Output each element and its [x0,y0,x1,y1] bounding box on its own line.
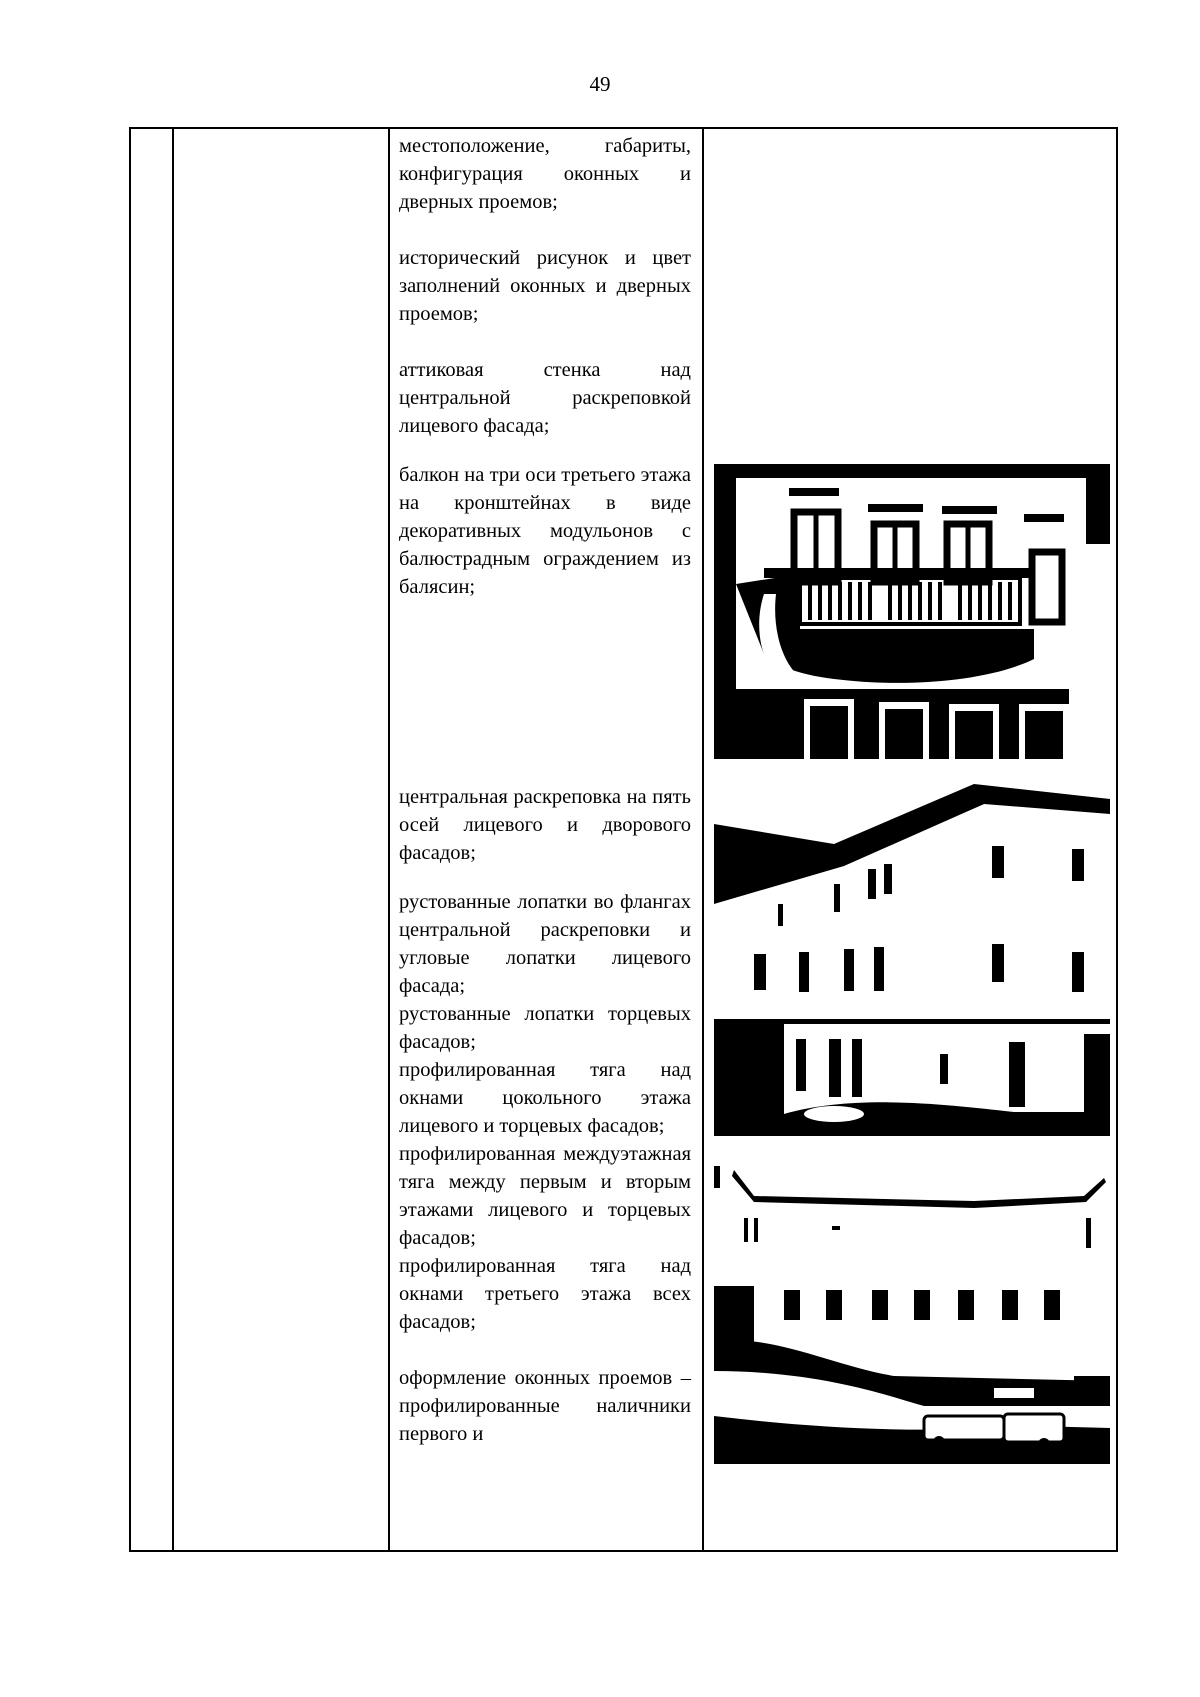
balcony-photo [714,464,1110,759]
column-divider [702,129,704,1550]
paragraph: профилированная тяга над окнами цокольного этажа лицевого и торцевых фасадов; [399,1059,691,1137]
courtyard-photo [714,1166,1110,1464]
protected-elements-column [399,132,691,1448]
paragraph: рустованные лопатки торцевых фасадов; [399,1003,691,1053]
paragraph: исторический рисунок и цвет заполнений оконных и дверных проемов; [399,247,691,325]
page-number: 49 [589,72,611,96]
paragraph: центральная раскреповка на пять осей лицевого и дворового фасадов; [399,786,691,864]
paragraph: рустованные лопатки во флангах центральной раскреповки и угловые лопатки лицевого фасада; [399,891,691,997]
paragraph: оформление оконных проемов – профилированные наличники первого и [399,1367,691,1445]
paragraph: аттиковая стенка над центральной раскреповкой лицевого фасада; [399,359,691,437]
column-divider [388,129,390,1550]
paragraph: местоположение, габариты, конфигурация оконных и дверных проемов; [399,135,691,213]
paragraph: профилированная междуэтажная тяга между первым и вторым этажами лицевого и торцевых фасадов; [399,1143,691,1249]
paragraph: балкон на три оси третьего этажа на кронштейнах в виде декоративных модульонов с балюстрадным ограждением из балясин; [399,464,691,598]
paragraph: профилированная тяга над окнами третьего этажа всех фасадов; [399,1255,691,1333]
building-corner-photo [714,784,1110,1136]
column-divider [172,129,174,1550]
